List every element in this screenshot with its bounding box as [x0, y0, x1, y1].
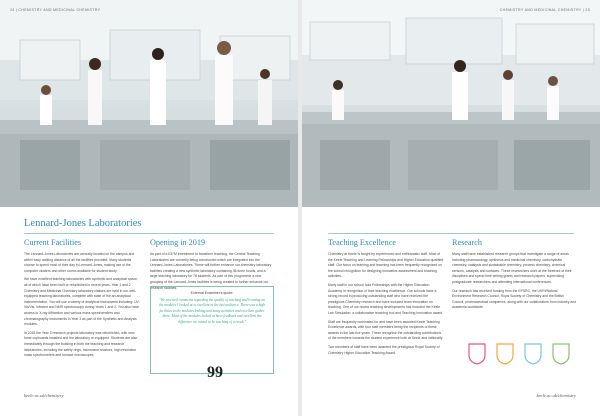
paragraph: Staff are frequently nominated for and have been awarded Keele Teaching Excellence awards, with four staff members being the recipients of these awards in the last five years. These recognise the outstanding contributions of the members towards the student experience both at Keele and nationally. — [328, 319, 444, 341]
footer-url[interactable]: keele.ac.uk/chemistry — [536, 393, 576, 398]
award-shield-icon — [468, 343, 486, 365]
title-divider — [24, 233, 274, 234]
running-head-left: 24 | CHEMISTRY AND MEDICINAL CHEMISTRY — [10, 8, 101, 12]
paragraph: Many staff in our school hold Fellowships with the Higher Education Academy in recognition of their teaching excellence. Our schools have a strong record in producing outstanding staff who have received the prestigious Chemistry research and have included team innovation on teaching. One of our recent teaching developments has included the Keele Lab Simulation, a collaborative teaching tool and Teaching Innovation award. — [328, 282, 444, 315]
paragraph: Our research has received funding from the EPSRC, the UKRI/Natural Environment Research Council, Royal Society of Chemistry and the British Council, pharmaceutical companies, along with our collaborators from industry and academia worldwide. — [452, 288, 577, 310]
paragraph: Chemistry at Keele is taught by experienced and enthusiastic staff. Most of the Keele Teaching and Learning Fellowships and Higher Education qualified staff. Our focus on learning and teaching has been frequently recognised on the school recognition for designing innovative assessment and teaching activities. — [328, 252, 444, 279]
research-heading: Research — [452, 238, 483, 247]
quote-title: External Examiner's quote: — [190, 291, 234, 295]
title-divider — [328, 233, 574, 234]
current-facilities-heading: Current Facilities — [24, 238, 82, 247]
page-title: Lennard-Jones Laboratories — [24, 218, 142, 229]
lab-photo-left — [0, 0, 298, 207]
paragraph: Many staff have established research groups that investigate a range of areas including pharmacology, synthesis and medicinal chemistry, carbohydrate chemistry, catalysis and sustainable chemistry, process chemistry, chemical sensors, catalysis and surfaces. These researchers work at the forefront of their disciplines and spend time writing grants and research papers, supervising postgraduate researchers and attending international conferences. — [452, 252, 572, 284]
right-page — [302, 0, 600, 416]
paragraph: The Lennard-Jones Laboratories are centrally located on the campus and within easy walking distance of all the facilities provided. Many students choose to spend most of their day in Lennard-Jones, making use of the computer clusters and other rooms available for student study. — [24, 252, 135, 273]
award-shield-icon — [524, 343, 542, 365]
lab-photo-right — [302, 0, 600, 207]
current-facilities-column — [24, 238, 142, 362]
teaching-excellence-column — [328, 238, 444, 359]
quote-mark-icon: 99 — [207, 364, 223, 381]
research-column — [452, 238, 576, 314]
footer-url[interactable]: keele.ac.uk/chemistry — [24, 393, 64, 398]
teaching-excellence-heading: Teaching Excellence — [328, 238, 396, 247]
paragraph: In 2018 the Year 3 research projects laboratory was refurbished, with new fume cupboards installed and the laboratory re-equipped. Students are also immediately through the building in both the teaching and research laboratories, including the safety rings, microwave reactors, high resolution mass spectrometers and furnace microscopes. — [24, 330, 138, 358]
running-head-right: CHEMISTRY AND MEDICINAL CHEMISTRY | 25 — [499, 8, 590, 12]
quote-text: "We received comments regarding the quality of teaching and learning on the modules I looked at is excellent at the last audience. There was a high facilities in the modules looking and many activities and excellent gather there. Most of the modules looked at have feedback and excellent the difference we intend to be teaching of a result." — [159, 298, 265, 324]
paragraph: As part of a £37M investment to transform teaching, the Central Teaching Laboratories are currently being constructed which are integrated into the Lennard-Jones Laboratories. These will further enhance our chemistry laboratory facilities creating a new synthetic laboratory containing 36 fume hoods, and a large teaching laboratory for 78 students. As part of this programme a new grouping of the Lennard-Jones facilities is being created to further enhance our research facilities. — [150, 252, 272, 290]
left-page — [0, 0, 298, 416]
paragraph: We have excellent teaching laboratories with synthetic and analytical space, all of which have been built or refurbished in recent years. Year 1 and 2 Chemistry and Medicinal Chemistry laboratory classes are held in our well-equipped teaching laboratories, complete with state of the art analytical instrumentation. You will use a variety of analytical instruments including: UV-Vis/Vis, Infrared and NMR spectroscopy during Years 1 and 2. You also have access to X-ray diffraction and various mass spectrometers and chromatography instruments in Year 3 as part of the Synthetic and Analysis modules. — [24, 277, 140, 327]
external-examiner-quote — [150, 286, 274, 381]
award-shield-icon — [552, 343, 570, 365]
award-shields — [452, 343, 576, 383]
paragraph: Two members of staff have been awarded the prestigious Royal Society of Chemistry Higher Education Teaching Award. — [328, 344, 440, 355]
opening-heading: Opening in 2019 — [150, 238, 206, 247]
award-shield-icon — [496, 343, 514, 365]
